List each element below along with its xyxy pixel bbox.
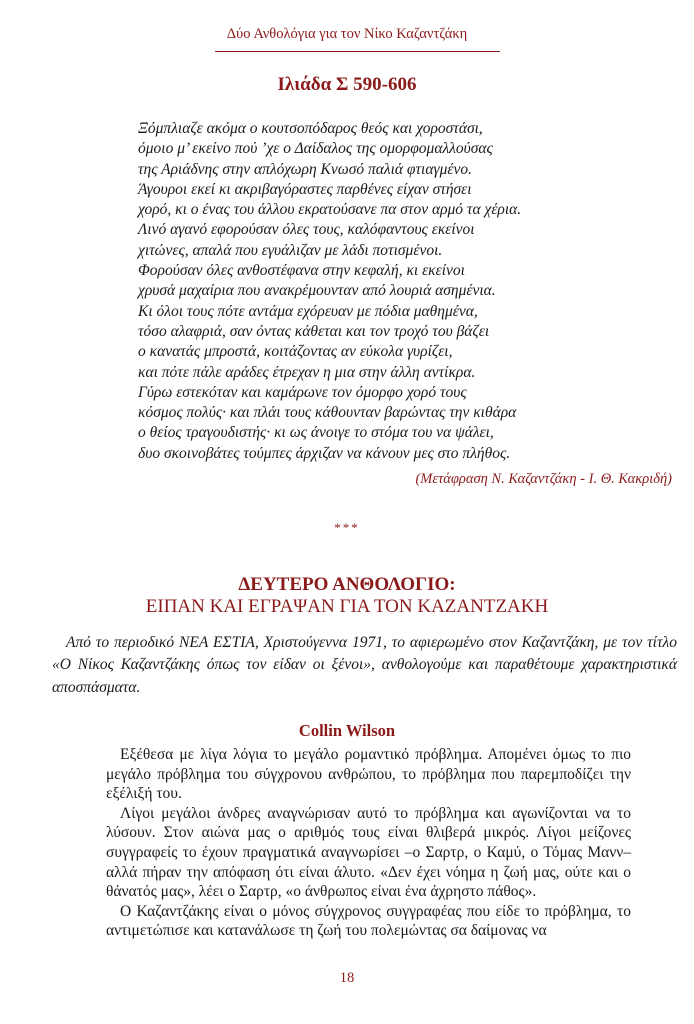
poem-line: δυο σκοινοβάτες τούμπες άρχιζαν να κάνουν μες στο πλήθος.	[138, 444, 511, 462]
header-rule	[215, 51, 500, 52]
article-body	[106, 745, 631, 941]
article-paragraph: Εξέθεσα με λίγα λόγια το μεγάλο ρομαντικό πρόβλημα. Απομένει όμως το πιο μεγάλο πρόβλημα του σύγχρονου ανθρώπου, το πρόβλημα που παρεμποδίζει την εξέλιξή του.	[106, 746, 631, 803]
intro-paragraph	[52, 632, 677, 699]
section-separator: ***	[334, 520, 360, 535]
poem-line: ο θείος τραγουδιστής· κι ως άνοιγε το στόμα του να ψάλει,	[138, 424, 494, 442]
poem-line: χιτώνες, απαλά που εγυάλιζαν με λάδι ποτισμένοι.	[138, 241, 443, 259]
article-author: Collin Wilson	[298, 721, 396, 740]
section-title: ΔΕΥΤΕΡΟ ΑΝΘΟΛΟΓΙΟ:	[238, 574, 456, 595]
poem-line: ο κανατάς μπροστά, κοιτάζοντας αν εύκολα γυρίζει,	[138, 343, 453, 361]
poem-line: χορό, κι ο ένας του άλλου εκρατούσανε πα στον αρμό τα χέρια.	[138, 201, 522, 219]
poem-line: Λινό αγανό εφορούσαν όλες τους, καλόφαντους εκείνοι	[138, 221, 475, 239]
poem-title: Ιλιάδα Σ 590-606	[277, 74, 417, 95]
poem-line: και πότε πάλε αράδες έτρεχαν η μια στην άλλη αντίκρα.	[138, 363, 476, 381]
running-header: Δύο Ανθολόγια για τον Νίκο Καζαντζάκη	[226, 26, 468, 42]
intro-text: Από το περιοδικό ΝΕΑ ΕΣΤΙΑ, Χριστούγεννα 1971, το αφιερωμένο στον Καζαντζάκη, με τον τίτλο «Ο Νίκος Καζαντζάκης όπως τον είδαν οι ξένοι», ανθολογούμε και παραθέτουμε χαρακτηριστικά αποσπάσματα.	[52, 634, 677, 696]
poem-line: κόσμος πολύς· και πλάι τους κάθουνταν βαρώντας την κιθάρα	[138, 404, 517, 422]
section-subtitle: ΕΙΠΑΝ ΚΑΙ ΕΓΡΑΨΑΝ ΓΙΑ ΤΟΝ ΚΑΖΑΝΤΖΑΚΗ	[145, 596, 549, 617]
article-paragraph: Λίγοι μεγάλοι άνδρες αναγνώρισαν αυτό το πρόβλημα και αγωνίζονται να το λύσουν. Στον αιώνα μας ο αριθμός τους είναι θλιβερά μικρός. Λίγοι μείζονες συγγραφείς το έχουν πραγματικά αναγνωρίσει –ο Σαρτρ, ο Καμύ, ο Τόμας Μανν– αλλά πήραν την απόφαση ότι είναι άλυτο. «Δεν έχει νόημα η ζωή μας, ούτε και ο θάνατός μας», λέει ο Σαρτρ, «ο άνθρωπος είναι ένα άχρηστο πάθος».	[106, 804, 631, 901]
article-paragraph: Ο Καζαντζάκης είναι ο μόνος σύγχρονος συγγραφέας που είδε το πρόβλημα, το αντιμετώπισε και κατανάλωσε τη ζωή του πολεμώντας σα δαίμονας να	[106, 902, 631, 940]
translator-credit: (Μετάφραση Ν. Καζαντζάκη - Ι. Θ. Κακριδή)	[415, 471, 672, 487]
poem-line: Φορούσαν όλες ανθοστέφανα στην κεφαλή, κι εκείνοι	[138, 262, 465, 280]
poem-line: Κι όλοι τους πότε αντάμα εχόρευαν με πόδια μαθημένα,	[138, 302, 478, 320]
poem-line: όμοιο μ’ εκείνο πού ’χε ο Δαίδαλος της ομορφομαλλούσας	[138, 140, 493, 158]
poem-line: Γύρω εστεκόταν και καμάρωνε τον όμορφο χορό τους	[138, 383, 467, 401]
poem	[138, 119, 678, 464]
poem-line: Ξόμπλιαζε ακόμα ο κουτσοπόδαρος θεός και χοροστάσι,	[138, 120, 483, 137]
page-number: 18	[339, 970, 355, 986]
poem-line: τόσο αλαφριά, σαν όντας κάθεται και τον τροχό του βάζει	[138, 322, 490, 340]
poem-line: χρυσά μαχαίρια που ανακρέμουνταν από λουριά ασημένια.	[138, 282, 496, 300]
poem-line: Άγουροι εκεί κι ακριβαγόραστες παρθένες είχαν στήσει	[138, 180, 472, 198]
poem-line: της Αριάδνης στην απλόχωρη Κνωσό παλιά φτιαγμένο.	[138, 160, 472, 178]
